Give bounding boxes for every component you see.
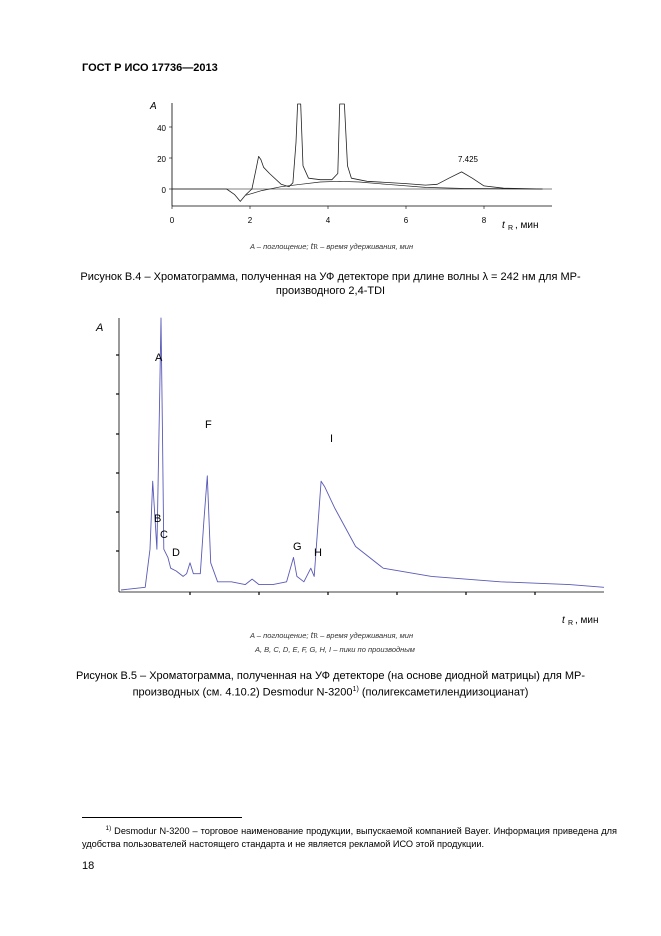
b5-series-main <box>121 318 604 590</box>
b4-xtick-2: 2 <box>247 216 253 225</box>
b5-peak-label-b: B <box>154 513 162 525</box>
b5-legend <box>250 630 413 641</box>
b4-xtick-4: 4 <box>325 216 331 225</box>
footnote-rule <box>82 817 242 818</box>
b4-series-gradient <box>246 181 542 195</box>
b5-y-label: A <box>96 322 104 334</box>
b4-legend-rest: – время удерживания, мин <box>320 242 414 251</box>
b4-xtick-6: 6 <box>403 216 409 225</box>
b5-peak-label-g: G <box>293 541 302 553</box>
b5-caption-line1: Рисунок В.5 – Хроматограмма, полученная на УФ детекторе (на основе диодной матрицы) для МР- <box>75 670 586 682</box>
b5-plot-area <box>121 318 604 590</box>
b4-y-label: A <box>150 101 157 112</box>
b4-ytick-40: 40 <box>157 124 166 133</box>
footnote <box>82 822 617 851</box>
b4-legend-t: t <box>310 241 314 252</box>
b5-peak-label-d: D <box>172 547 180 559</box>
b4-ytick-0: 0 <box>161 186 166 195</box>
b5-x-label-t: t <box>562 615 565 626</box>
b4-legend-a: A – поглощение; <box>250 242 309 251</box>
b4-peak-annotation: 7.425 <box>457 155 479 164</box>
b4-ytick-20: 20 <box>157 155 166 164</box>
b5-caption <box>60 669 601 700</box>
b4-legend <box>250 241 413 252</box>
b4-caption-line2: производного 2,4-TDI <box>275 285 386 297</box>
b5-x-ticks <box>190 592 535 595</box>
b5-legend-a: A – поглощение; <box>250 631 309 640</box>
b5-caption-line2: производных (см. 4.10.2) Desmodur N-3200$^{1)}$ (полигексаметилендиизоцианат) <box>132 686 529 699</box>
b5-legend-rest: – время удерживания, мин <box>320 631 414 640</box>
footnote-text: Desmodur N-3200 – торговое наименование продукции, выпускаемой компанией Bayer. Информация приведена для удобства пользователей настоящего стандарта и не является рекламой ИСО этой продукции. <box>82 826 617 850</box>
b4-plot-area <box>172 104 543 201</box>
b4-x-label-sub: R <box>508 225 514 232</box>
b5-legend-line2: A, B, C, D, E, F, G, H, I – пики по производным <box>255 645 415 654</box>
b4-legend-sub: R <box>313 243 319 251</box>
b5-peak-label-h: H <box>314 547 322 559</box>
b5-x-label-sub: R <box>568 620 574 627</box>
b4-xtick-8: 8 <box>481 216 487 225</box>
page-number: 18 <box>82 860 95 872</box>
b5-peak-labels <box>154 352 333 559</box>
b4-x-label-t: t <box>502 220 505 231</box>
b5-peak-label-i: I <box>330 433 334 445</box>
b4-caption <box>60 270 601 298</box>
b5-legend-t: t <box>310 630 314 641</box>
b5-y-ticks <box>116 355 119 551</box>
b5-x-label-unit: , мин <box>575 615 599 626</box>
b5-peak-label-a: A <box>155 352 163 364</box>
b4-caption-line1: Рисунок В.4 – Хроматограмма, полученная на УФ детекторе при длине волны λ = 242 нм для МР- <box>80 271 581 283</box>
b5-peak-label-c: C <box>160 529 168 541</box>
document-header: ГОСТ Р ИСО 17736—2013 <box>82 62 218 74</box>
b4-x-label-unit: , мин <box>515 220 539 231</box>
b5-legend-sub: R <box>313 632 319 640</box>
footnote-marker: 1) <box>105 825 112 832</box>
b4-series-main <box>172 104 543 201</box>
b5-peak-label-f: F <box>205 419 212 431</box>
b4-xtick-0: 0 <box>169 216 175 225</box>
